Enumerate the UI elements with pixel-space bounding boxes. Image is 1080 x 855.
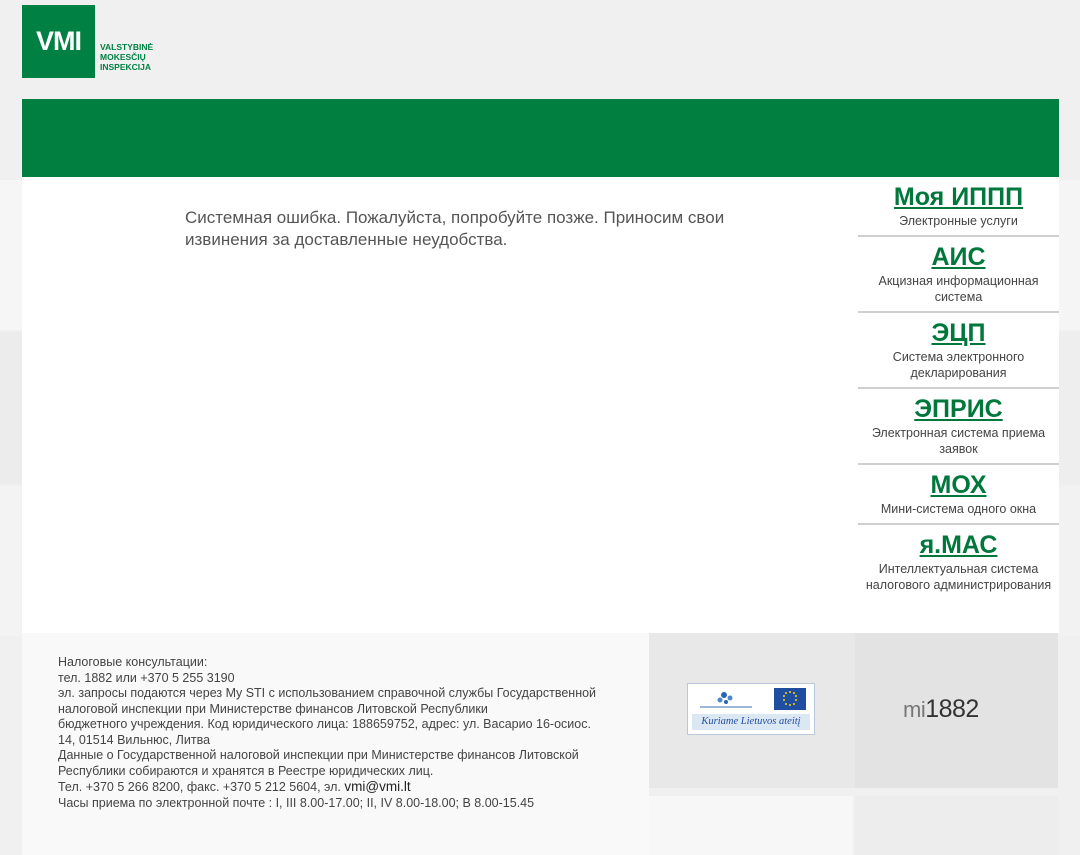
footer-line: бюджетного учреждения. Код юридического лица: 188659752, адрес: ул. Васарио 16-осиос. 14, 01514 Вильнюс, Литва	[58, 717, 591, 747]
footer-phone-line	[58, 779, 603, 796]
bg-tile	[1058, 486, 1080, 636]
helpline-mi-text: mi	[903, 697, 926, 722]
footer-line: эл. запросы подаются через My STI с использованием справочной службы Государственной налоговой инспекции при Министерстве финансов Литовской Республики	[58, 686, 597, 716]
eu-flag-icon	[774, 688, 806, 710]
sidebar-link[interactable]: я.МАС	[919, 531, 998, 559]
sidebar-link[interactable]: АИС	[931, 243, 986, 271]
footer-line: тел. 1882 или +370 5 255 3190	[58, 670, 235, 685]
sidebar-item-desc: Акцизная информационная система	[878, 274, 1039, 304]
bg-tile	[0, 180, 22, 330]
bg-tile	[1058, 332, 1080, 484]
sidebar-item-ecp	[858, 313, 1059, 389]
footer-phone-fax: Тел. +370 5 266 8200, факс. +370 5 212 5604, эл.	[58, 780, 345, 794]
sidebar-link[interactable]: ЭЦП	[931, 319, 986, 347]
helpline-1882-logo[interactable]	[903, 695, 979, 724]
logo-text: VALSTYBINĖ MOKESČIŲ INSPEKCIJA	[100, 42, 154, 72]
vmi-logo[interactable]	[22, 5, 95, 78]
footer	[22, 633, 649, 855]
bg-tile	[0, 332, 22, 484]
sidebar-item-mox	[858, 465, 1059, 525]
logo-mark: VMI	[35, 26, 81, 56]
bg-tile	[647, 796, 853, 855]
main-content	[22, 177, 858, 633]
sidebar-item-ais	[858, 237, 1059, 313]
footer-email-link[interactable]: vmi@vmi.lt	[344, 779, 411, 794]
eu-funds-panel	[649, 633, 855, 788]
sidebar-item-imas	[858, 525, 1059, 599]
footer-line: Данные о Государственной налоговой инспекции при Министерстве финансов Литовской Республики собираются и хранятся в Реестре юридических лиц.	[58, 748, 579, 778]
sidebar-item-desc: Интеллектуальная система налогового администрирования	[865, 562, 1052, 592]
sidebar-link[interactable]: МОХ	[930, 471, 987, 499]
sidebar-link[interactable]: Моя ИППП	[893, 183, 1024, 211]
error-message: Системная ошибка. Пожалуйста, попробуйте позже. Приносим свои извинения за доставленные неудобства.	[185, 208, 725, 249]
sidebar-item-desc: Электронная система приема заявок	[871, 426, 1046, 456]
footer-hours: Часы приема по электронной почте : I, III 8.00-17.00; II, IV 8.00-18.00; В 8.00-15.45	[58, 795, 535, 810]
helpline-1882-panel	[855, 633, 1058, 788]
header-banner	[22, 99, 1059, 177]
sidebar-item-desc: Электронные услуги	[899, 214, 1018, 228]
sidebar-item-my-ippp	[858, 177, 1059, 237]
services-sidebar	[858, 177, 1059, 633]
eu-slogan: Kuriame Lietuvos ateitį	[692, 714, 810, 730]
footer-line: Налоговые консультации:	[58, 655, 208, 669]
helpline-number: 1882	[925, 695, 979, 723]
bg-tile	[855, 796, 1058, 855]
footer-contact-info	[58, 655, 603, 811]
sidebar-item-desc: Система электронного декларирования	[892, 350, 1025, 380]
eu-funds-logo[interactable]	[687, 683, 815, 735]
sidebar-link[interactable]: ЭПРИС	[914, 395, 1003, 423]
esf-emblem-icon	[696, 688, 756, 710]
bg-tile	[1058, 180, 1080, 330]
sidebar-item-epris	[858, 389, 1059, 465]
bg-tile	[0, 486, 22, 636]
sidebar-item-desc: Мини-система одного окна	[880, 502, 1037, 516]
